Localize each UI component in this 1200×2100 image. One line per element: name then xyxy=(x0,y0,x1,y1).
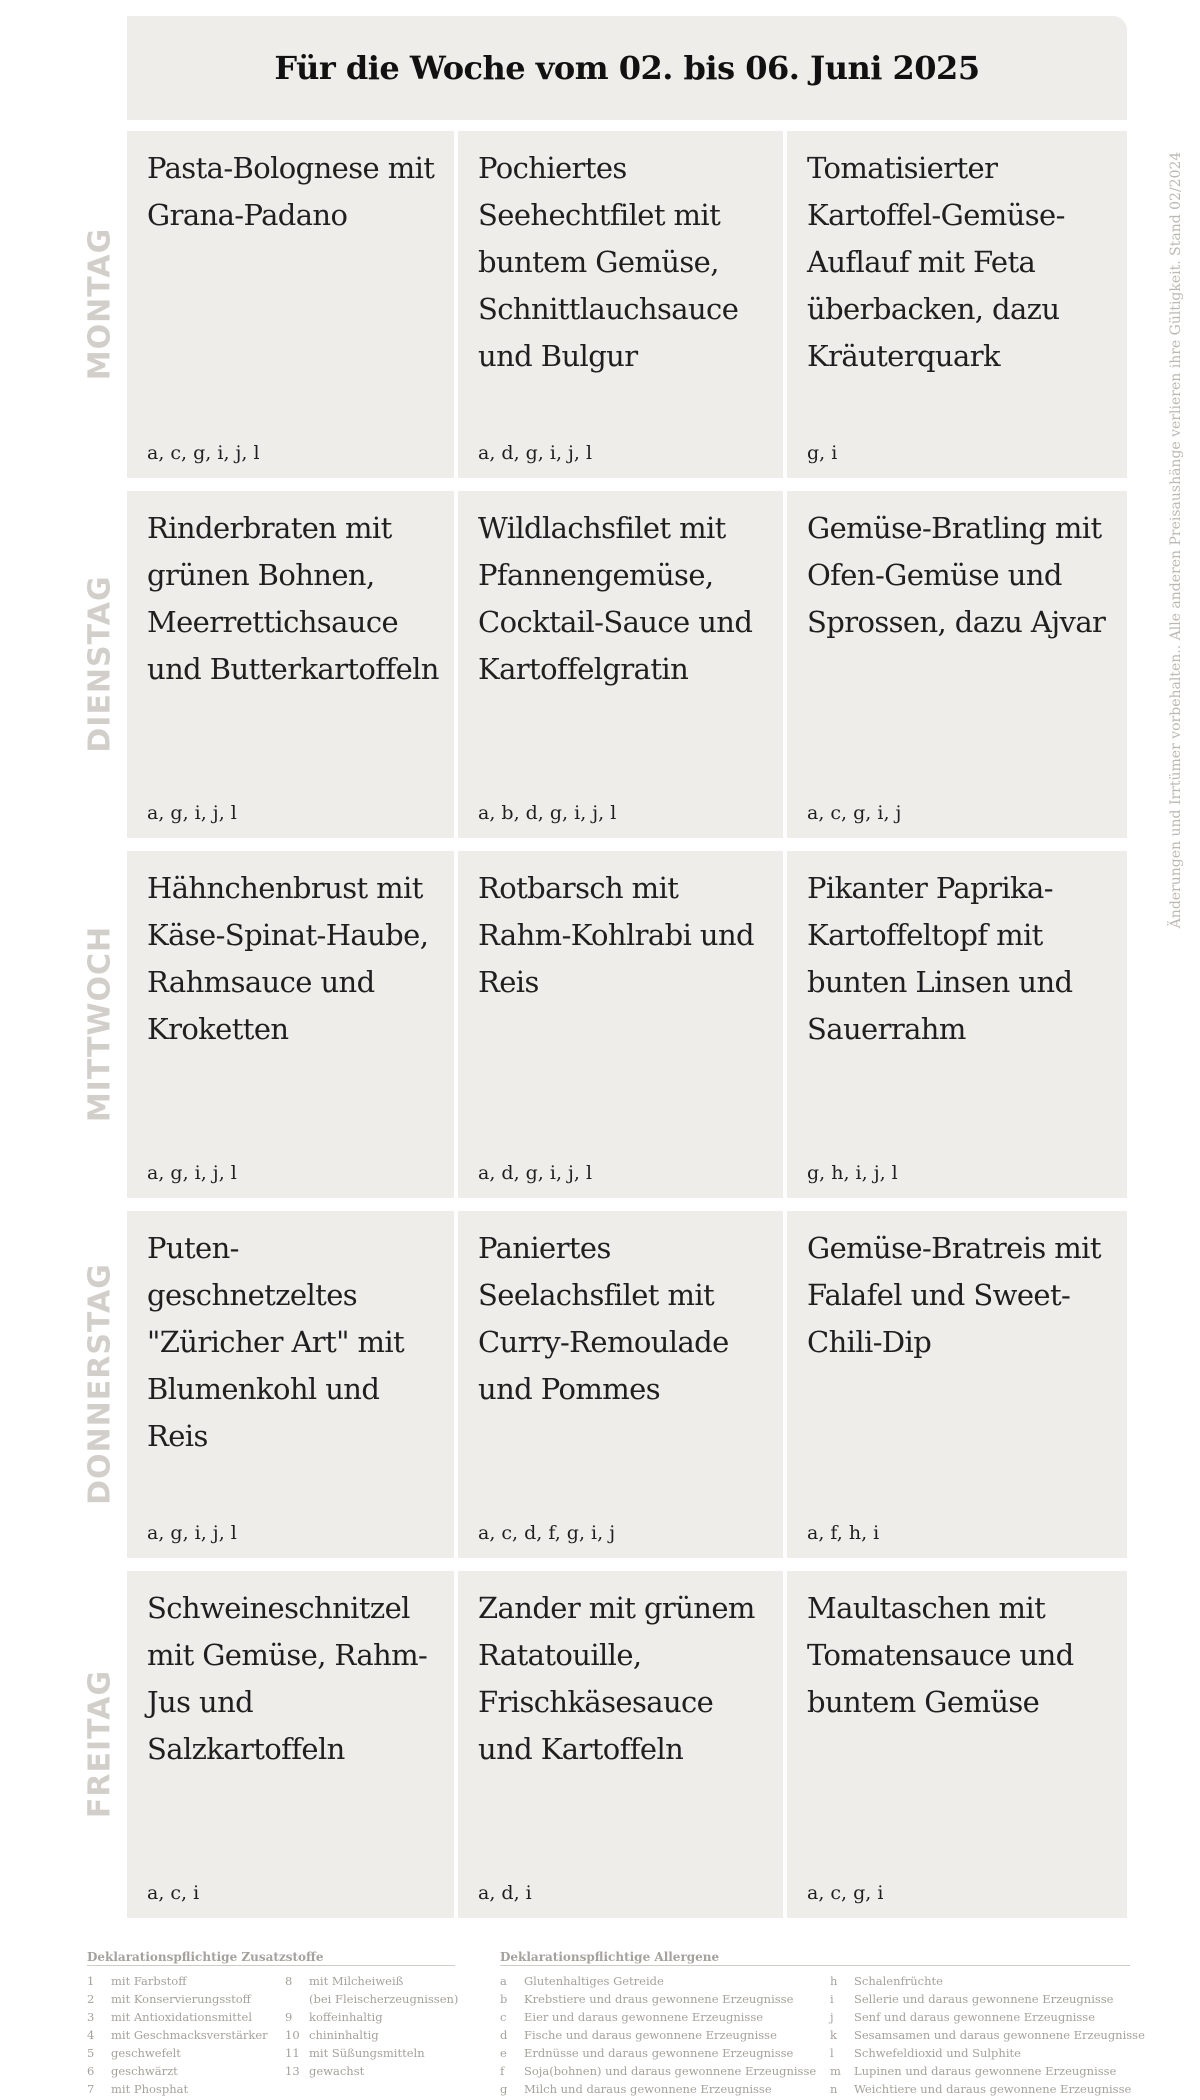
day-label: MONTAG xyxy=(82,227,118,381)
allergen-codes: a, g, i, j, l xyxy=(147,802,237,824)
legend-item: d Fische und daraus gewonnene Erzeugnisse xyxy=(500,2028,777,2042)
legend-item: k Sesamsamen und daraus gewonnene Erzeugnisse xyxy=(830,2028,1145,2042)
legend-item: (bei Fleischerzeugnissen) xyxy=(309,1992,459,2006)
day-label: DIENSTAG xyxy=(82,575,118,753)
menu-cell xyxy=(458,131,783,478)
day-row-dienstag xyxy=(0,491,1200,838)
allergen-codes: a, g, i, j, l xyxy=(147,1522,237,1544)
menu-cell xyxy=(458,1211,783,1558)
additives-col-2 xyxy=(285,1972,458,2080)
legend-item: 2 mit Konservierungsstoff xyxy=(87,1992,251,2006)
additives-col-1 xyxy=(87,1972,268,2098)
menu-cell xyxy=(458,491,783,838)
legend-item: g Milch und daraus gewonnene Erzeugnisse xyxy=(500,2082,772,2096)
legend-item: 13 gewachst xyxy=(285,2064,365,2078)
side-note: Änderungen und Irrtümer vorbehalten.. Alle anderen Preisaushänge verlieren ihre Gültigkeit. Stand 02/2024 xyxy=(1168,151,1184,929)
menu-title: Für die Woche vom 02. bis 06. Juni 2025 xyxy=(127,16,1127,120)
allergen-codes: a, c, g, i xyxy=(807,1882,884,1904)
legend-item: 1 mit Farbstoff xyxy=(87,1974,187,1988)
allergen-codes: a, g, i, j, l xyxy=(147,1162,237,1184)
dish-name: Gemüse-Bratreis mit Falafel und Sweet-Chili-Dip xyxy=(807,1231,1101,1359)
menu-cell xyxy=(458,851,783,1198)
legend-item: 6 geschwärzt xyxy=(87,2064,178,2078)
legend-item: h Schalenfrüchte xyxy=(830,1974,943,1988)
day-row-montag xyxy=(0,131,1200,478)
dish-name: Tomatisierter Kartoffel-Gemüse-Auflauf mit Feta überbacken, dazu Kräuterquark xyxy=(807,151,1065,373)
legend-item: c Eier und daraus gewonnene Erzeugnisse xyxy=(500,2010,764,2024)
legend-item: 11 mit Süßungsmitteln xyxy=(285,2046,425,2060)
day-label: DONNERSTAG xyxy=(82,1263,118,1505)
menu-cell xyxy=(787,851,1127,1198)
allergen-codes: a, f, h, i xyxy=(807,1522,880,1544)
legend-item: b Krebstiere und draus gewonnene Erzeugnisse xyxy=(500,1992,794,2006)
dish-name: Pochiertes Seehechtfilet mit buntem Gemüse, Schnittlauchsauce und Bulgur xyxy=(478,151,739,373)
dish-name: Hähnchenbrust mit Käse-Spinat-Haube, Rahmsauce und Kroketten xyxy=(147,871,429,1046)
dish-name: Rinderbraten mit grünen Bohnen, Meerrettichsauce und Butterkartoffeln xyxy=(147,511,439,686)
additives-heading: Deklarationspflichtige Zusatzstoffe xyxy=(87,1950,455,1966)
allergen-codes: a, d, g, i, j, l xyxy=(478,442,593,464)
legend-item: l Schwefeldioxid und Sulphite xyxy=(830,2046,1021,2060)
dish-name: Wildlachsfilet mit Pfannengemüse, Cocktail-Sauce und Kartoffelgratin xyxy=(478,511,753,686)
legend-item: j Senf und daraus gewonnene Erzeugnisse xyxy=(830,2010,1096,2024)
legend-item: n Weichtiere und daraus gewonnene Erzeugnisse xyxy=(830,2082,1132,2096)
dish-name: Zander mit grünem Ratatouille, Frischkäsesauce und Kartoffeln xyxy=(478,1591,755,1766)
day-row-freitag xyxy=(0,1571,1200,1918)
allergen-codes: a, c, g, i, j, l xyxy=(147,442,260,464)
allergen-codes: g, i xyxy=(807,442,838,464)
allergen-codes: a, b, d, g, i, j, l xyxy=(478,802,617,824)
dish-name: Pikanter Paprika-Kartoffeltopf mit bunten Linsen und Sauerrahm xyxy=(807,871,1073,1046)
legend-item: e Erdnüsse und daraus gewonnene Erzeugnisse xyxy=(500,2046,794,2060)
menu-cell xyxy=(127,1211,454,1558)
menu-cell xyxy=(787,1211,1127,1558)
allergen-codes: a, c, d, f, g, i, j xyxy=(478,1522,616,1544)
menu-cell xyxy=(127,1571,454,1918)
allergen-codes: a, d, i xyxy=(478,1882,532,1904)
allergen-codes: a, c, g, i, j xyxy=(807,802,902,824)
dish-name: Maultaschen mit Tomatensauce und buntem Gemüse xyxy=(807,1591,1074,1719)
legend-item: 8 mit Milcheiweiß xyxy=(285,1974,404,1988)
dish-name: Paniertes Seelachsfilet mit Curry-Remoulade und Pommes xyxy=(478,1231,729,1406)
allergen-codes: a, c, i xyxy=(147,1882,200,1904)
legend-item: 7 mit Phosphat xyxy=(87,2082,189,2096)
menu-cell xyxy=(127,851,454,1198)
dish-name: Gemüse-Bratling mit Ofen-Gemüse und Sprossen, dazu Ajvar xyxy=(807,511,1106,639)
menu-cell xyxy=(787,1571,1127,1918)
legend-item: 4 mit Geschmacksverstärker xyxy=(87,2028,268,2042)
allergen-codes: g, h, i, j, l xyxy=(807,1162,898,1184)
dish-name: Pasta-Bolognese mit Grana-Padano xyxy=(147,151,435,232)
legend-item: f Soja(bohnen) und daraus gewonnene Erzeugnisse xyxy=(500,2064,817,2078)
legend-item: i Sellerie und daraus gewonnene Erzeugnisse xyxy=(830,1992,1114,2006)
legend-item: a Glutenhaltiges Getreide xyxy=(500,1974,664,1988)
day-row-mittwoch xyxy=(0,851,1200,1198)
allergens-col-2 xyxy=(830,1972,1145,2098)
allergen-codes: a, d, g, i, j, l xyxy=(478,1162,593,1184)
menu-cell xyxy=(787,491,1127,838)
dish-name: Schweineschnitzel mit Gemüse, Rahm-Jus und Salzkartoffeln xyxy=(147,1591,428,1766)
additives-legend xyxy=(87,1950,459,2096)
legend-item: 3 mit Antioxidationsmittel xyxy=(87,2010,253,2024)
dish-name: Puten-geschnetzeltes "Züricher Art" mit Blumenkohl und Reis xyxy=(147,1231,405,1453)
menu-cell xyxy=(787,131,1127,478)
legend-item: m Lupinen und daraus gewonnene Erzeugnisse xyxy=(830,2064,1117,2078)
menu-cell xyxy=(458,1571,783,1918)
menu-cell xyxy=(127,131,454,478)
day-label: MITTWOCH xyxy=(82,925,118,1123)
legend-item: 10 chininhaltig xyxy=(285,2028,379,2042)
allergens-legend xyxy=(500,1950,1145,2096)
dish-name: Rotbarsch mit Rahm-Kohlrabi und Reis xyxy=(478,871,754,999)
allergens-col-1 xyxy=(500,1972,816,2098)
allergens-heading: Deklarationspflichtige Allergene xyxy=(500,1950,1130,1966)
day-label: FREITAG xyxy=(82,1669,118,1819)
legend-item: 9 koffeinhaltig xyxy=(285,2010,383,2024)
legend-item: 5 geschwefelt xyxy=(87,2046,181,2060)
day-row-donnerstag xyxy=(0,1211,1200,1558)
menu-cell xyxy=(127,491,454,838)
